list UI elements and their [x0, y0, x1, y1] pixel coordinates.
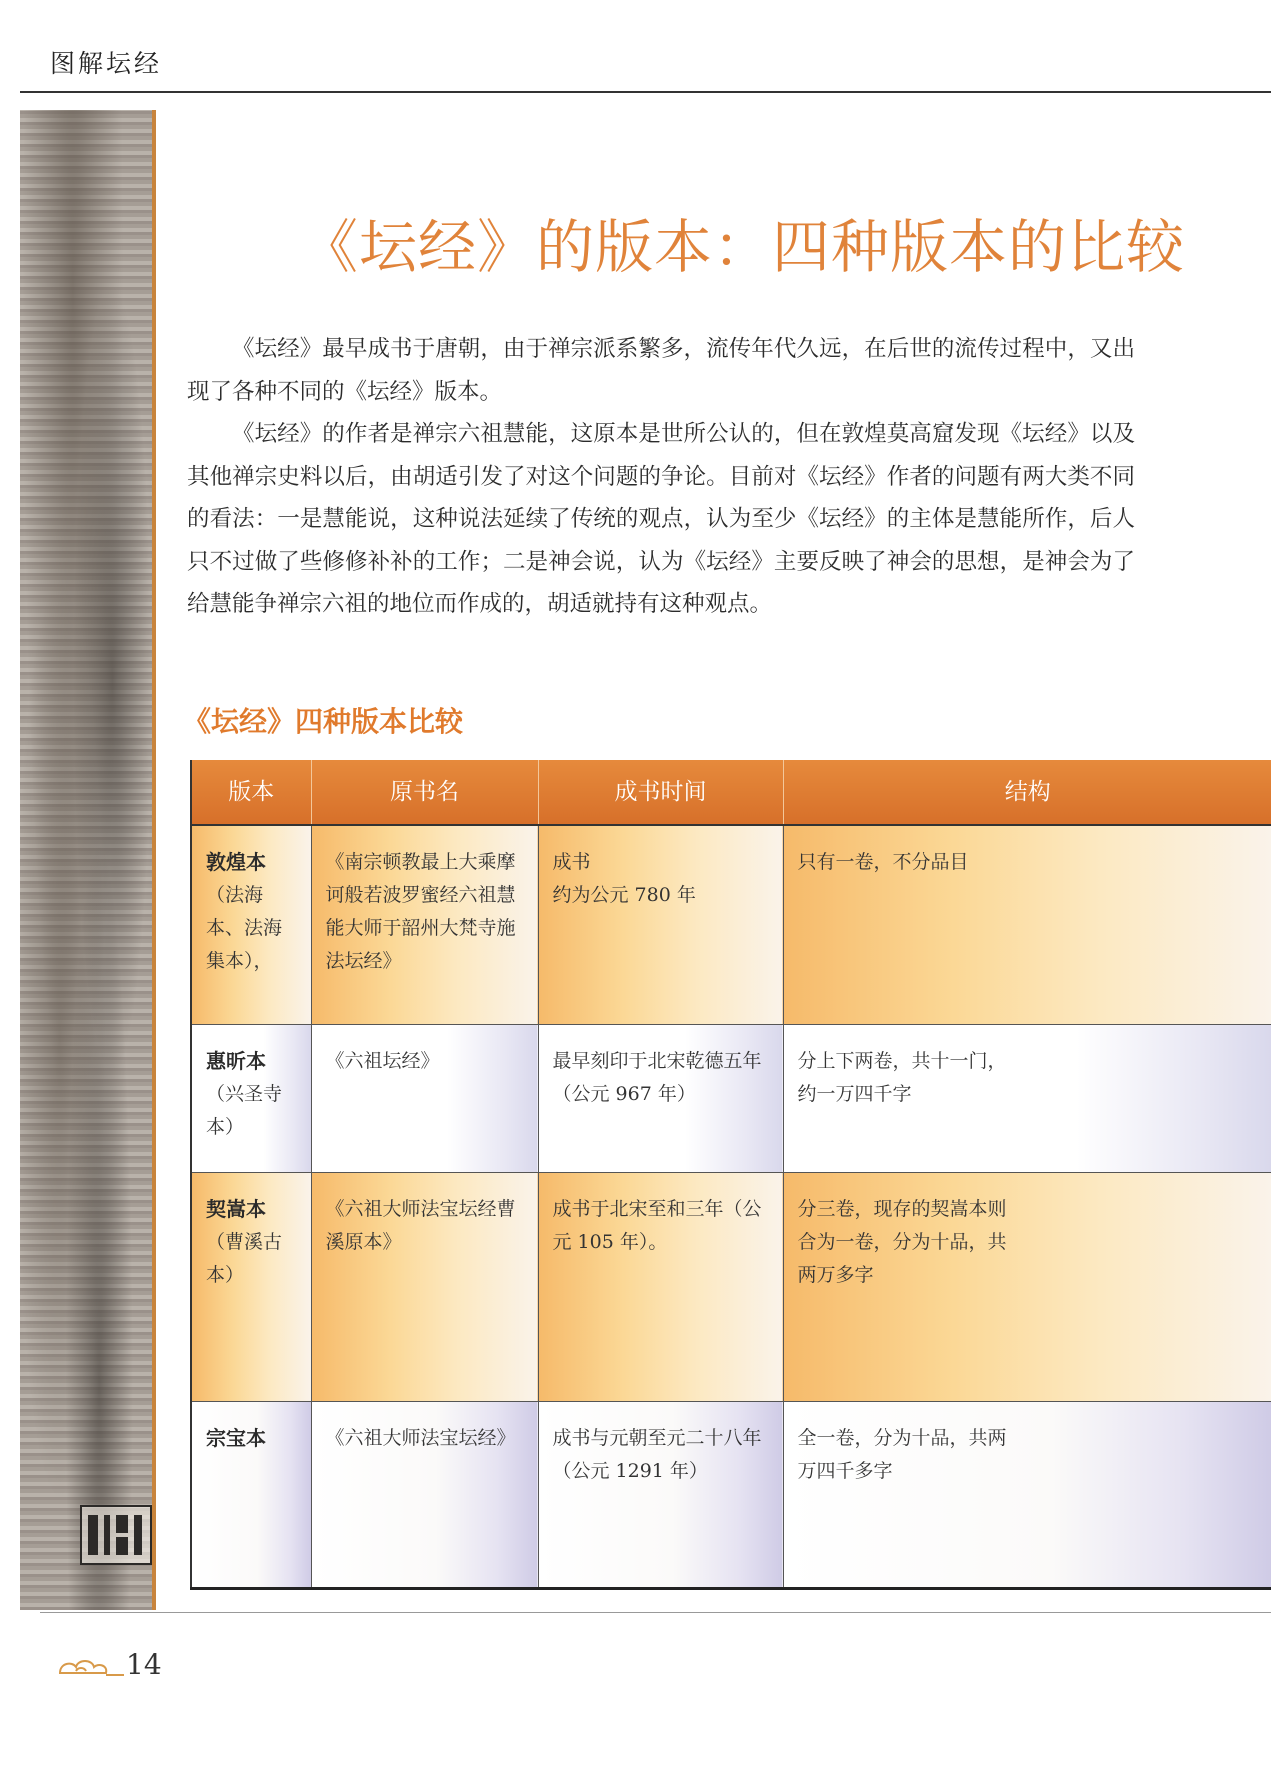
- structure-cell: 分三卷，现存的契嵩本则合为一卷，分为十品，共两万多字: [783, 1172, 1271, 1401]
- date-cell: 成书 约为公元 780 年: [538, 825, 783, 1025]
- header-original-title: 原书名: [311, 760, 538, 825]
- edition-cell: [191, 1401, 311, 1588]
- edition-cell: [191, 1025, 311, 1172]
- original-title-cell: 《六祖大师法宝坛经曹溪原本》: [311, 1172, 538, 1401]
- original-title-cell: 《六祖大师法宝坛经》: [311, 1401, 538, 1588]
- table-row: [191, 1401, 1271, 1588]
- date-cell: 最早刻印于北宋乾德五年（公元 967 年）: [538, 1025, 783, 1172]
- header-date: 成书时间: [538, 760, 783, 825]
- page-title: 《坛经》的版本：四种版本的比较: [300, 213, 1186, 281]
- date-cell: 成书于北宋至和三年（公元 105 年）。: [538, 1172, 783, 1401]
- original-title-cell: 《六祖坛经》: [311, 1025, 538, 1172]
- edition-name: 契嵩本: [206, 1196, 266, 1221]
- structure-cell: 只有一卷，不分品目: [783, 825, 1271, 1025]
- paragraph: 《坛经》的作者是禅宗六祖慧能，这原本是世所公认的，但在敦煌莫高窟发现《坛经》以及其他禅宗史料以后，由胡适引发了对这个问题的争论。目前对《坛经》作者的问题有两大类不同的看法：一是慧能说，这种说法延续了传统的观点，认为至少《坛经》的主体是慧能所作，后人只不过做了些修修补补的工作；二是神会说，认为《坛经》主要反映了神会的思想，是神会为了给慧能争禅宗六祖的地位而作成的，胡适就持有这种观点。: [187, 421, 1135, 617]
- structure-cell: 分上下两卷，共十一门，约一万四千字: [783, 1025, 1271, 1172]
- edition-alias: （法海本、法海集本），: [206, 884, 283, 972]
- structure-cell: 全一卷，分为十品，共两万四千多字: [783, 1401, 1271, 1588]
- edition-cell: [191, 825, 311, 1025]
- header-rule: [20, 91, 1271, 93]
- edition-comparison-table: [190, 760, 1271, 1590]
- header-edition: 版本: [191, 760, 311, 825]
- seal-stamp-icon: [80, 1505, 152, 1565]
- date-cell: 成书与元朝至元二十八年（公元 1291 年）: [538, 1401, 783, 1588]
- table-row: [191, 1025, 1271, 1172]
- table-title: 《坛经》四种版本比较: [183, 705, 464, 738]
- paragraph: 《坛经》最早成书于唐朝，由于禅宗派系繁多，流传年代久远，在后世的流传过程中，又出现了各种不同的《坛经》版本。: [187, 336, 1135, 405]
- side-painting-border: [152, 110, 156, 1610]
- table-row: [191, 825, 1271, 1025]
- book-title: 图解坛经: [50, 49, 163, 78]
- edition-name: 惠昕本: [206, 1049, 266, 1074]
- edition-alias: （曹溪古本）: [206, 1230, 283, 1286]
- edition-cell: [191, 1172, 311, 1401]
- table-row: [191, 1172, 1271, 1401]
- body-text: [187, 328, 1135, 626]
- cloud-ornament-icon: [56, 1655, 126, 1683]
- edition-name: 敦煌本: [206, 850, 266, 874]
- page-number: 14: [126, 1648, 162, 1681]
- footer-rule: [40, 1612, 1271, 1613]
- edition-alias: （兴圣寺本）: [206, 1083, 283, 1139]
- original-title-cell: 《南宗顿教最上大乘摩诃般若波罗蜜经六祖慧能大师于韶州大梵寺施法坛经》: [311, 825, 538, 1025]
- edition-name: 宗宝本: [206, 1425, 266, 1450]
- table-header-row: [191, 760, 1271, 825]
- header-structure: 结构: [783, 760, 1271, 825]
- side-landscape-painting: [20, 110, 152, 1610]
